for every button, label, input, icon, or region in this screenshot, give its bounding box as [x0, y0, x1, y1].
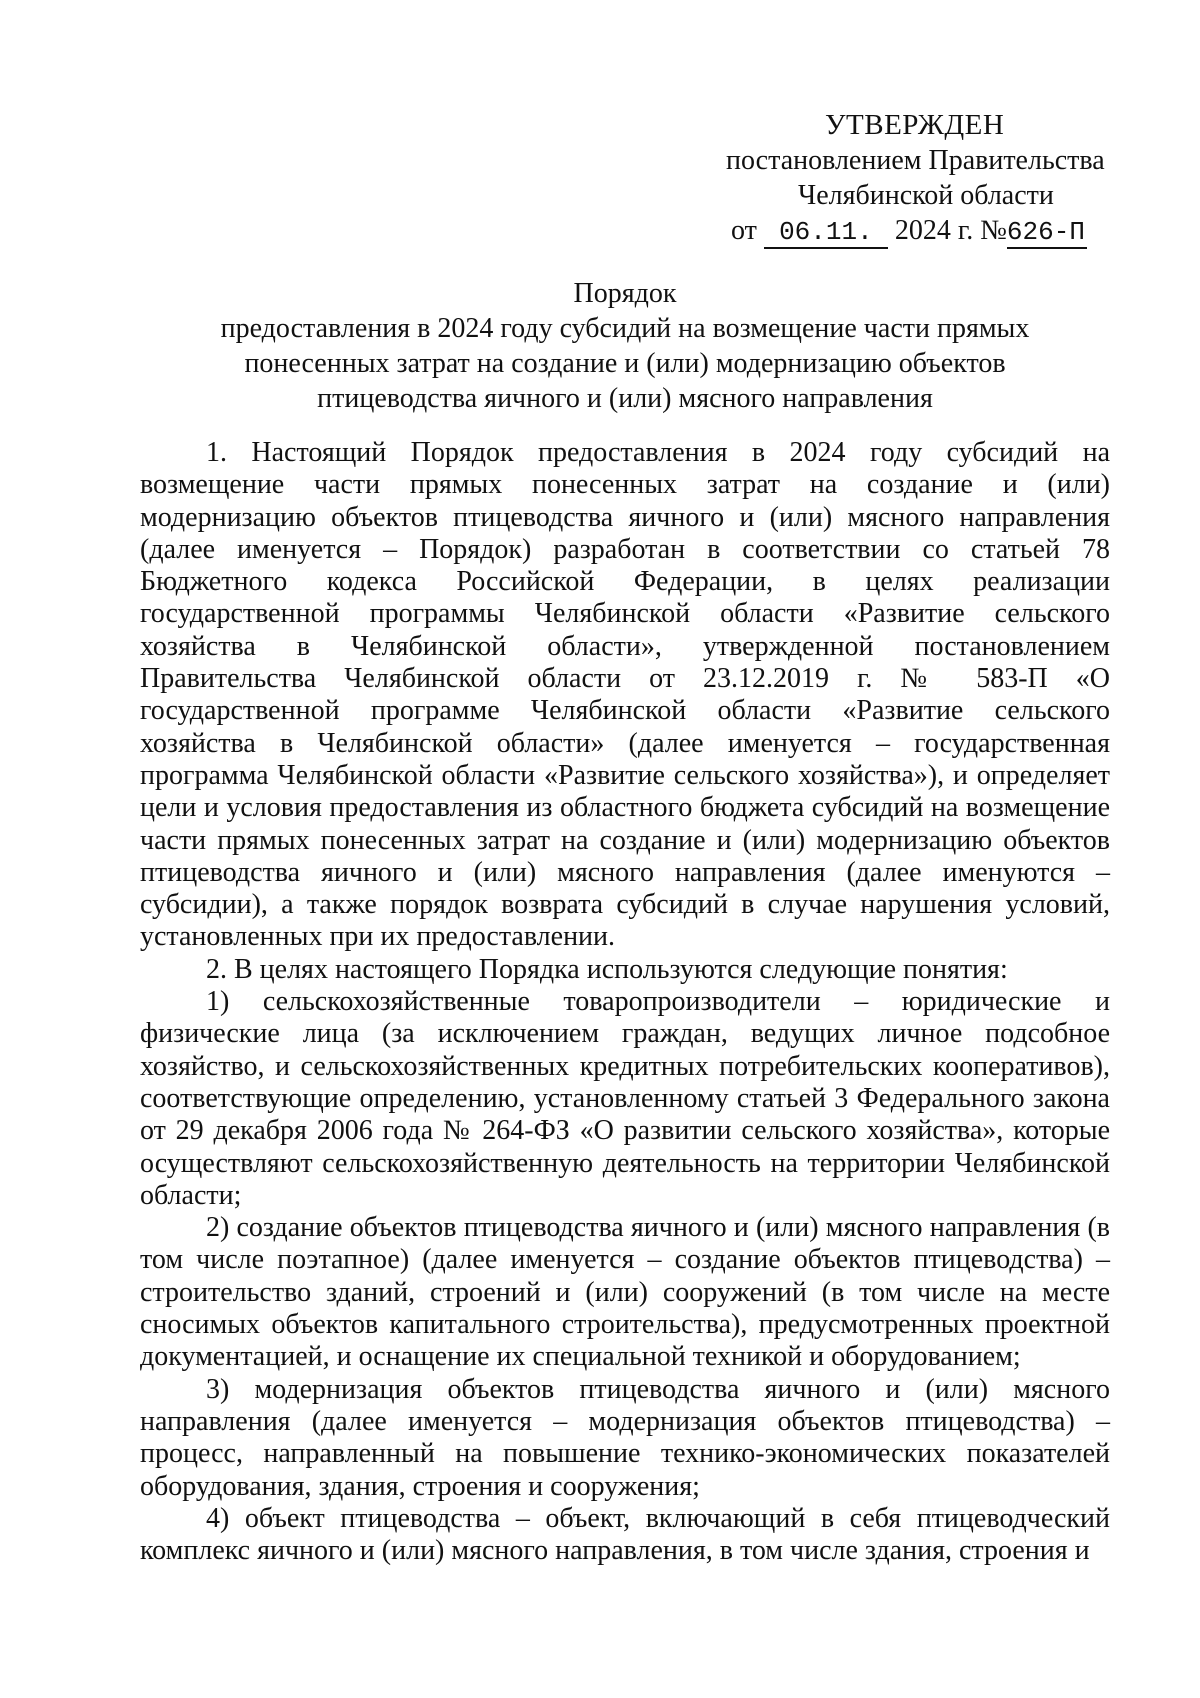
- definition-2: 2) создание объектов птицеводства яичного и (или) мясного направления (в том числе поэтапное) (далее именуется – создание объектов птицеводства) – строительство зданий, строений и (или) сооружений (в том числе на месте сносимых объектов капитального строительства), предусмотренных проектной документацией, и оснащение их специальной техникой и оборудованием;: [140, 1212, 1110, 1373]
- approval-year: 2024 г. №: [894, 215, 1007, 246]
- paragraph-1: 1. Настоящий Порядок предоставления в 2024 году субсидий на возмещение части прямых понесенных затрат на создание и (или) модернизацию объектов птицеводства яичного и (или) мясного направления (далее именуется – Порядок) разработан в соответствии со статьей 78 Бюджетного кодекса Российской Федерации, в целях реализации государственной программы Челябинской области «Развитие сельского хозяйства в Челябинской области», утвержденной постановлением Правительства Челябинской области от 23.12.2019 г. № 583-П «О государственной программе Челябинской области «Развитие сельского хозяйства в Челябинской области» (далее именуется – государственная программа Челябинской области «Развитие сельского хозяйства»), и определяет цели и условия предоставления из областного бюджета субсидий на возмещение части прямых понесенных затрат на создание и (или) модернизацию объектов птицеводства яичного и (или) мясного направления (далее именуются – субсидии), а также порядок возврата субсидий в случае нарушения условий, установленных при их предоставлении.: [140, 437, 1110, 953]
- document-subtitle-line-3: птицеводства яичного и (или) мясного направления: [317, 383, 933, 414]
- approval-date-line: [700, 213, 1160, 249]
- approval-stamp: [700, 108, 1160, 249]
- document-heading: [140, 276, 1110, 416]
- document-subtitle-line-1: предоставления в 2024 году субсидий на возмещение части прямых: [220, 313, 1030, 344]
- approval-number: 626-П: [1006, 217, 1085, 247]
- document-body: [140, 437, 1110, 1567]
- approval-authority: постановлением Правительства: [726, 145, 1105, 176]
- definition-1: 1) сельскохозяйственные товаропроизводители – юридические и физические лица (за исключением граждан, ведущих личное подсобное хозяйство, и сельскохозяйственных кредитных потребительских кооперативов), соответствующие определению, установленному статьей 3 Федерального закона от 29 декабря 2006 года № 264-ФЗ «О развитии сельского хозяйства», которые осуществляют сельскохозяйственную деятельность на территории Челябинской области;: [140, 986, 1110, 1211]
- approval-date: 06.11.: [764, 217, 888, 249]
- document-subtitle-line-2: понесенных затрат на создание и (или) модернизацию объектов: [244, 348, 1006, 379]
- document-title: Порядок: [573, 278, 677, 309]
- definition-4: 4) объект птицеводства – объект, включающий в себя птицеводческий комплекс яичного и (или) мясного направления, в том числе здания, строения и: [140, 1502, 1110, 1567]
- paragraph-2: 2. В целях настоящего Порядка используются следующие понятия:: [206, 953, 1008, 985]
- date-prefix: от: [731, 215, 757, 246]
- approval-title: УТВЕРЖДЕН: [825, 109, 1005, 141]
- approval-region: Челябинской области: [798, 180, 1054, 211]
- definition-3: 3) модернизация объектов птицеводства яичного и (или) мясного направления (далее именуется – модернизация объектов птицеводства) – процесс, направленный на повышение технико-экономических показателей оборудования, здания, строения и сооружения;: [140, 1373, 1110, 1502]
